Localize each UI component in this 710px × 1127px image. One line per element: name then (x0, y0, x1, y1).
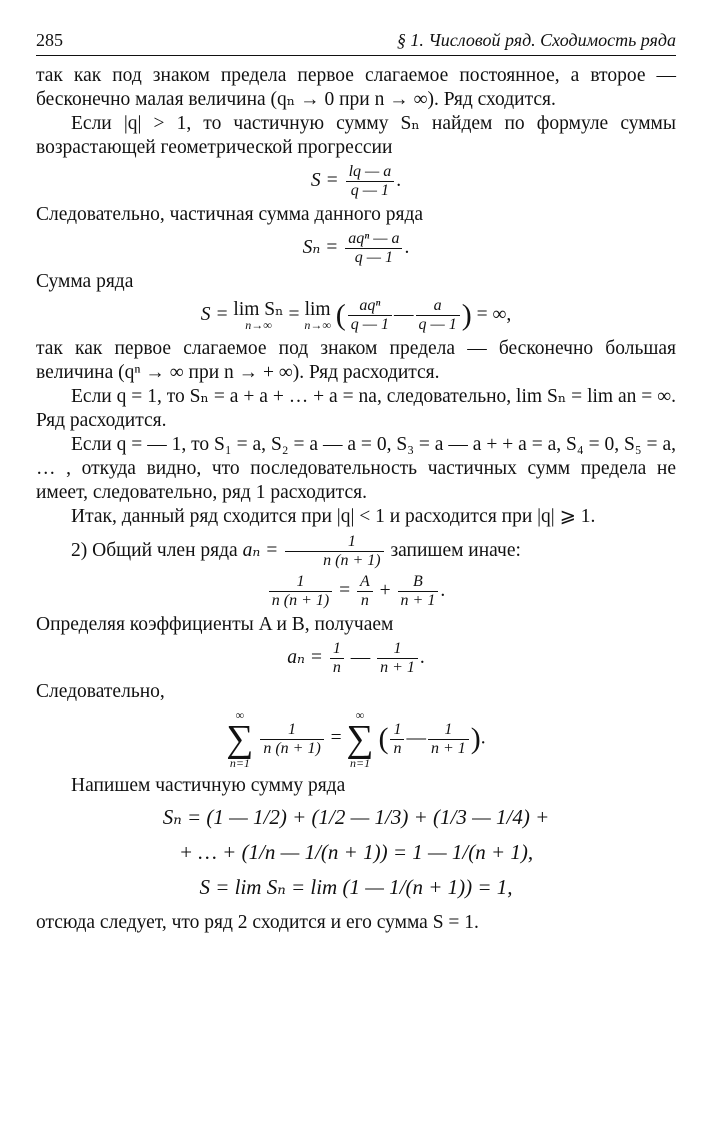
formula-sn: Sₙ = $\frac{\text{aqⁿ — a}}{q — 1}$ . (302, 230, 410, 266)
para-4: Сумма ряда (36, 271, 134, 292)
formula-partial-sum-1: Sₙ = (1 — 1/2) + (1/2 — 1/3) + (1/3 — 1/4) + (162, 805, 550, 829)
para-7: Если q = — 1, то S₁ = a, S₂ = a — a = 0, S₃ = a — a + + a = a, S₄ = 0, S₅ = a, … , откуда видно, что последовательность частичных сумм предела не имеет, следовательно, ряд 1 расходится. (36, 434, 676, 503)
para-9: 2) Общий член ряда aₙ = $\frac{1}{n (n + 1)}$ запишем иначе: (71, 533, 521, 569)
page-header (36, 28, 676, 56)
para-10: Определяя коэффициенты A и B, получаем (36, 614, 394, 635)
formula-partial-sum-2: + … + (1/n — 1/(n + 1)) = 1 — 1/(n + 1), (178, 840, 534, 864)
formula-s: S = $\frac{lq — a}{q — 1}$ . (310, 163, 402, 199)
running-title: § 1. Числовой ряд. Сходимость ряда (396, 30, 676, 50)
para-3: Следовательно, частичная сумма данного ряда (36, 204, 424, 225)
formula-limit: S = lim Sₙ n→∞ = lim n→∞ ( $\frac{\text{aqⁿ}}{q — 1}$ — $\frac{a}{q — 1}$ ) = ∞, (200, 297, 512, 333)
formula-sums: ∞ ∑ n=1 $\frac{1}{n (n + 1)}$ = ∞ ∑ n=1 ( $\frac{1}{n}$ — $\frac{1}{n + 1}$ ). (226, 708, 486, 770)
page-number: 285 (36, 30, 63, 50)
para-8: Итак, данный ряд сходится при |q| < 1 и расходится при |q| ⩾ 1. (71, 506, 596, 527)
para-13: отсюда следует, что ряд 2 сходится и его сумма S = 1. (36, 912, 479, 933)
formula-limit-final: S = lim Sₙ = lim (1 — 1/(n + 1)) = 1, (199, 875, 513, 899)
formula-partial-fractions: $\frac{1}{n (n + 1)}$ = $\frac{A}{n}$ + $\frac{B}{n + 1}$ . (36, 573, 676, 610)
para-1: так как под знаком предела первое слагаемое постоянное, а второе — бесконечно малая величина (qₙ → 0 при n → ∞). Ряд сходится. (36, 65, 676, 110)
para-5: так как первое слагаемое под знаком предела — бесконечно большая величина (qⁿ → ∞ при n → + ∞). Ряд расходится. (36, 338, 676, 383)
para-2: Если |q| > 1, то частичную сумму Sₙ найдем по формуле суммы возрастающей геометрической прогрессии (36, 113, 676, 158)
page (36, 28, 676, 935)
para-12: Напишем частичную сумму ряда (71, 775, 346, 796)
para-6: Если q = 1, то Sₙ = a + a + … + a = na, следовательно, lim Sₙ = lim an = ∞. Ряд расходится. (36, 386, 676, 431)
para-11: Следовательно, (36, 681, 165, 702)
formula-an: aₙ = $\frac{1}{n}$ — $\frac{1}{n + 1}$ . (287, 640, 425, 676)
